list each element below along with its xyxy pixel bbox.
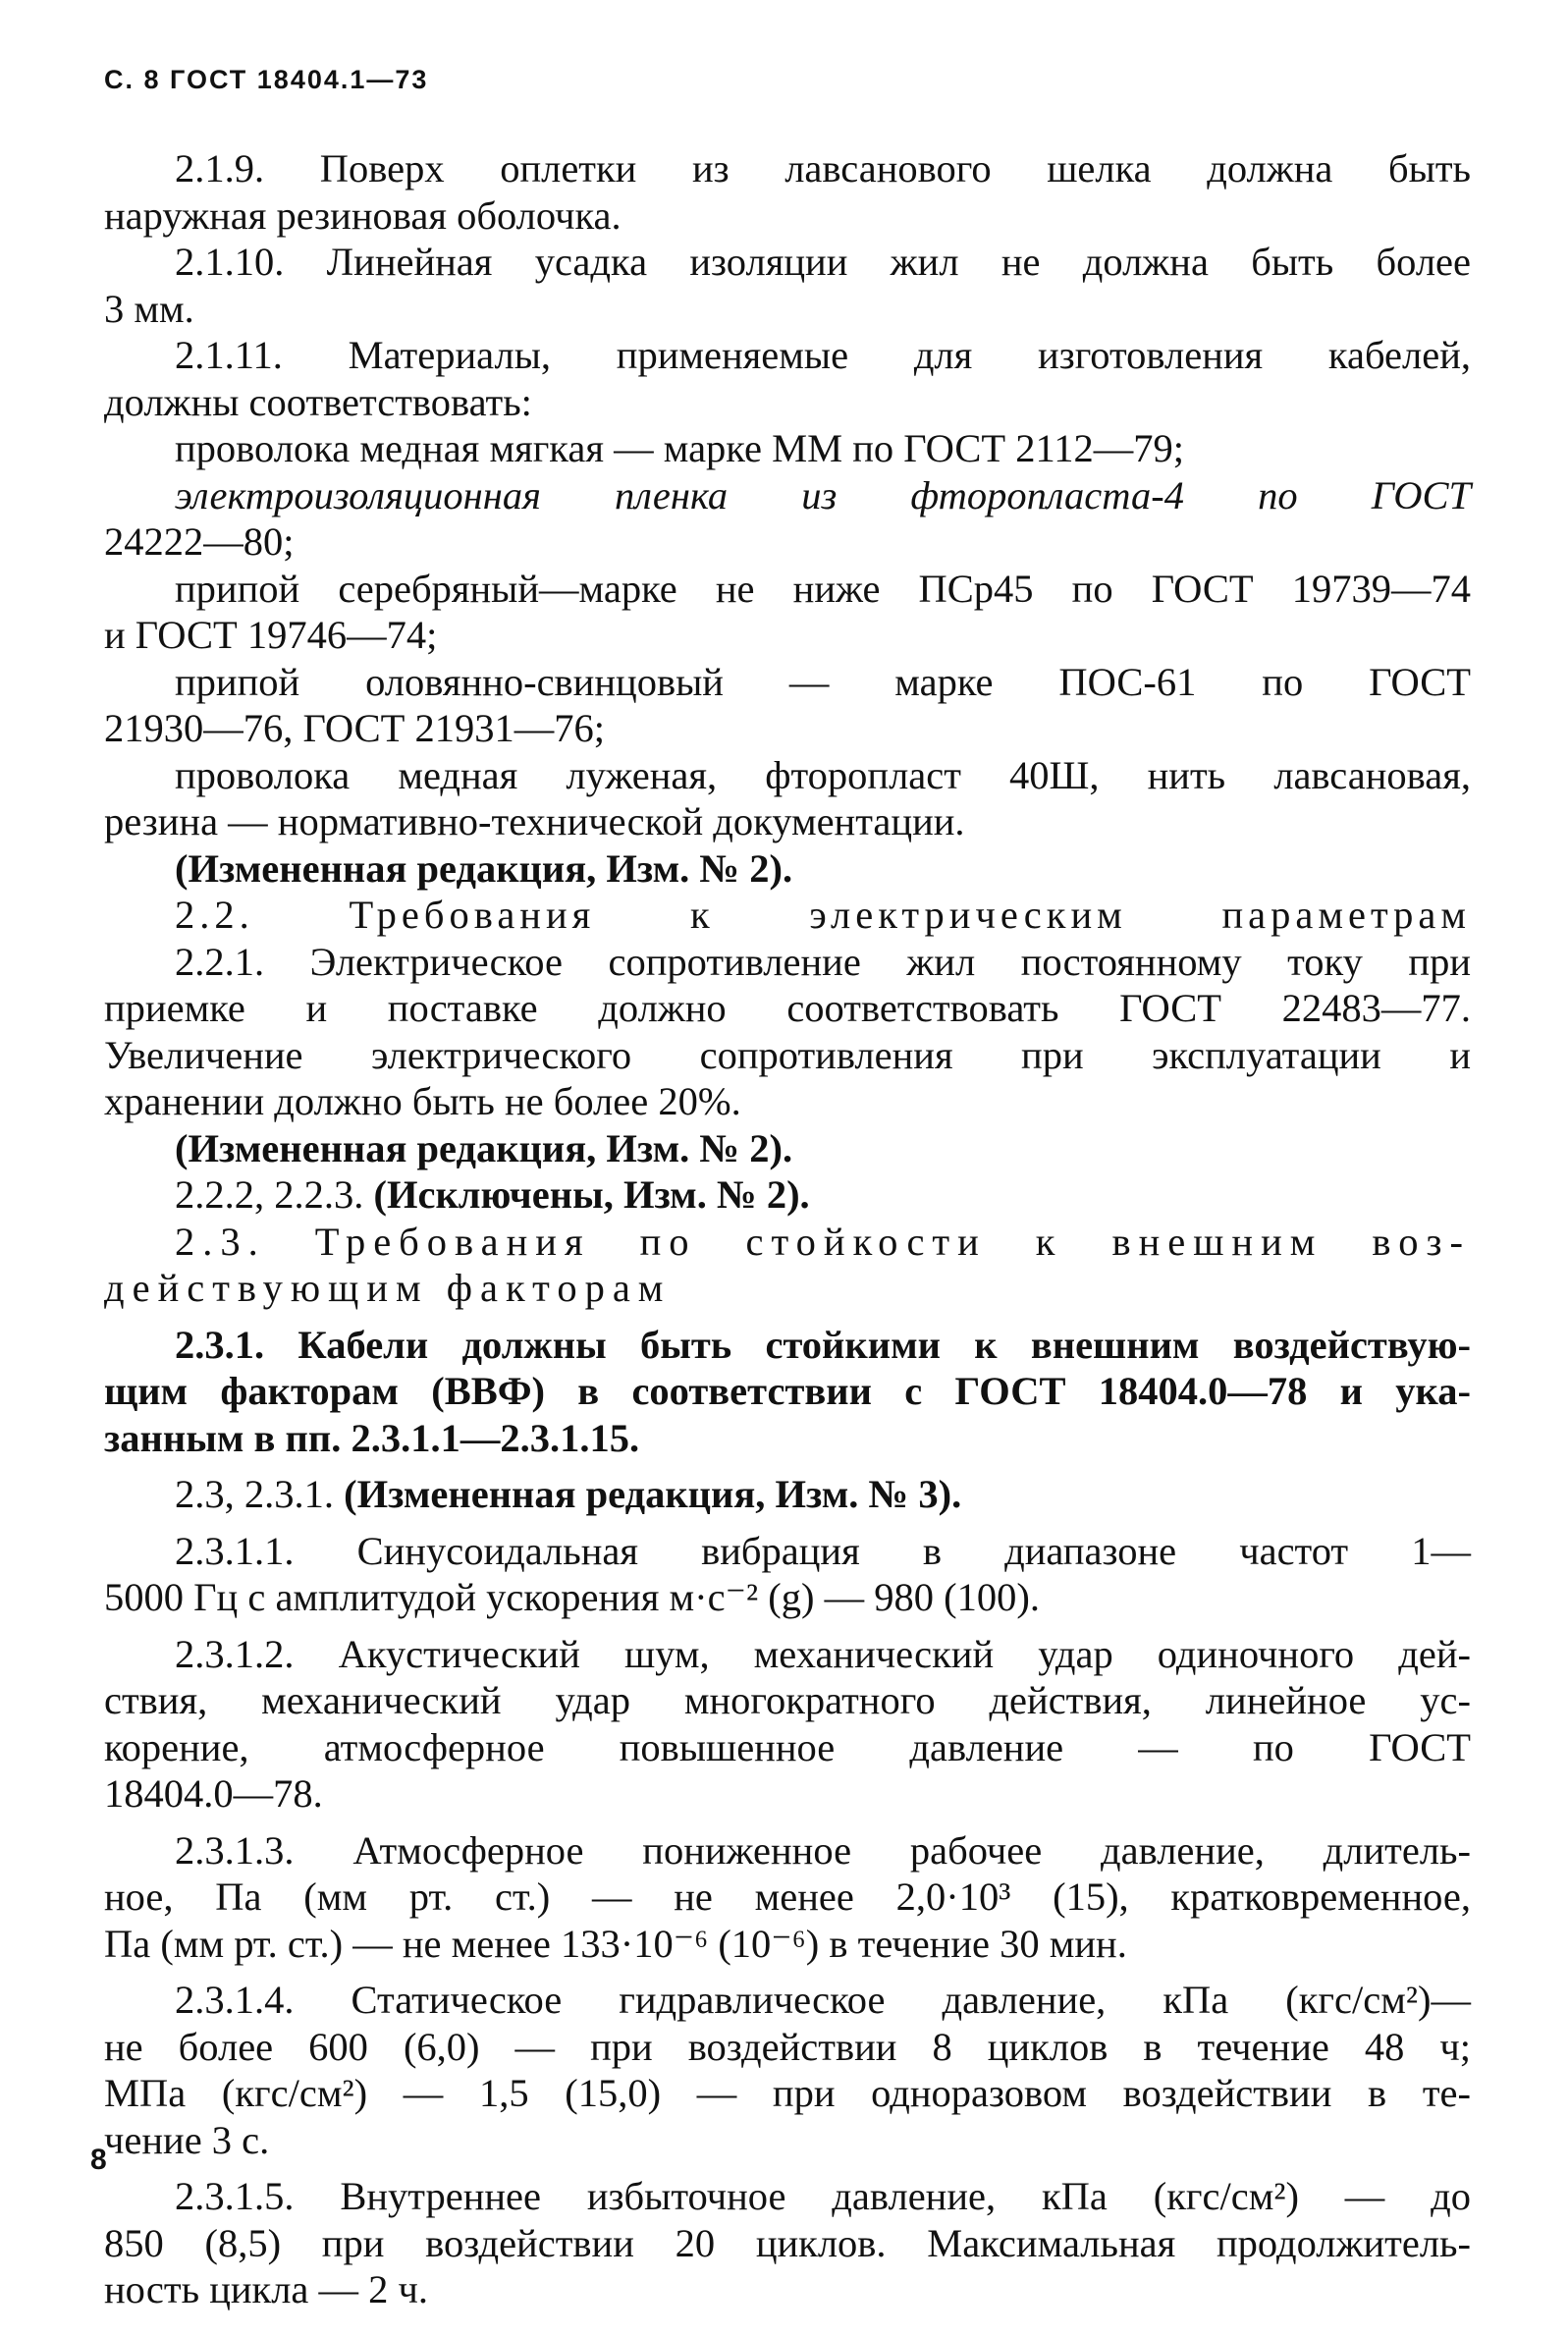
- clause-2-3-1-5-line-2: 850 (8,5) при воздействии 20 циклов. Максимальная продолжитель-: [104, 2220, 1471, 2265]
- clause-2-3-1-4-line-4: чение 3 с.: [104, 2117, 270, 2162]
- clause-2-1-10-line-2: 3 мм.: [104, 286, 194, 331]
- clause-2-2-1-line-4: хранении должно быть не более 20%.: [104, 1079, 741, 1123]
- clause-2-3-1-1-line-1: 2.3.1.1. Синусоидальная вибрация в диапазоне частот 1—: [175, 1528, 1471, 1573]
- clause-2-3-1-3-line-1: 2.3.1.3. Атмосферное пониженное рабочее давление, длитель-: [175, 1827, 1471, 1873]
- clause-2-3-1-5-line-3: ность цикла — 2 ч.: [104, 2267, 429, 2311]
- clause-2-3-1-5-line-1: 2.3.1.5. Внутреннее избыточное давление, кПа (кгс/см²) — до: [175, 2174, 1471, 2218]
- material-copper-wire: проволока медная мягкая — марке ММ по ГОСТ 2112—79;: [175, 426, 1185, 470]
- clause-2-3-1-2-line-4: 18404.0—78.: [104, 1771, 323, 1816]
- amendment-note-3: [104, 1471, 1471, 1518]
- clause-2-2-1-line-3: Увеличение электрического сопротивления при эксплуатации и: [104, 1032, 1471, 1077]
- clause-2-2-2-excluded: [104, 1171, 1471, 1219]
- clause-2-3-1-line-3: занным в пп. 2.3.1.1—2.3.1.15.: [104, 1415, 640, 1460]
- page-number: 8: [90, 2144, 107, 2176]
- clause-2-1-10-line-1: 2.1.10. Линейная усадка изоляции жил не должна быть более: [175, 240, 1471, 284]
- material-film-line-1: электроизоляционная пленка из фторопласта-4 по ГОСТ: [175, 472, 1471, 517]
- clause-2-3-1-line-1: 2.3.1. Кабели должны быть стойкими к внешним воздействую-: [175, 1322, 1471, 1367]
- clause-2-3-1-2-line-3: корение, атмосферное повышенное давление — по ГОСТ: [104, 1724, 1471, 1769]
- material-tin-solder-line-1: припой оловянно-свинцовый — марке ПОС-61 по ГОСТ: [175, 659, 1471, 704]
- amendment-note-1: (Измененная редакция, Изм. № 2).: [175, 845, 793, 891]
- document-body: [104, 145, 1471, 2313]
- clause-2-2-2-note: (Исключены, Изм. № 2).: [373, 1172, 810, 1217]
- clause-2-1-9-line-2: наружная резиновая оболочка.: [104, 192, 622, 238]
- clause-2-1-11-line-2: должны соответствовать:: [104, 379, 532, 424]
- amendment-note-2: (Измененная редакция, Изм. № 2).: [175, 1125, 793, 1170]
- amendment-note-3-number: 2.3, 2.3.1.: [175, 1472, 334, 1516]
- material-silver-solder-line-2: и ГОСТ 19746—74;: [104, 613, 438, 657]
- clause-2-3-1-2-line-2: ствия, механический удар многократного действия, линейное ус-: [104, 1678, 1471, 1722]
- clause-2-3-1-2-line-1: 2.3.1.2. Акустический шум, механический удар одиночного дей-: [175, 1631, 1471, 1676]
- clause-2-3-1-3-line-3: Па (мм рт. ст.) — не менее 133·10⁻⁶ (10⁻⁶) в течение 30 мин.: [104, 1921, 1127, 1966]
- clause-2-3-1-line-2: щим факторам (ВВФ) в соответствии с ГОСТ 18404.0—78 и ука-: [104, 1369, 1471, 1413]
- section-heading-2-3-line-2: действующим факторам: [104, 1266, 672, 1310]
- clause-2-2-1-line-2: приемке и поставке должно соответствовать ГОСТ 22483—77.: [104, 986, 1471, 1030]
- clause-2-3-1-4-line-2: не более 600 (6,0) — при воздействии 8 циклов в течение 48 ч;: [104, 2024, 1471, 2069]
- clause-2-1-9-line-1: 2.1.9. Поверх оплетки из лавсанового шелка должна быть: [175, 146, 1471, 190]
- material-silver-solder-line-1: припой серебряный—марке не ниже ПСр45 по ГОСТ 19739—74: [175, 566, 1471, 611]
- clause-2-2-2-number: 2.2.2, 2.2.3.: [175, 1172, 364, 1217]
- clause-2-3-1-1-line-2: 5000 Гц с амплитудой ускорения м·с⁻² (g) — 980 (100).: [104, 1575, 1040, 1619]
- clause-2-1-11-line-1: 2.1.11. Материалы, применяемые для изготовления кабелей,: [175, 333, 1471, 377]
- material-tinned-wire-line-2: резина — нормативно-технической документации.: [104, 799, 965, 843]
- clause-2-3-1-3-line-2: ное, Па (мм рт. ст.) — не менее 2,0·10³ (15), кратковременное,: [104, 1874, 1471, 1919]
- section-heading-2-3-line-1: 2.3. Требования по стойкости к внешним воз-: [175, 1219, 1471, 1264]
- clause-2-2-1-line-1: 2.2.1. Электрическое сопротивление жил постоянному току при: [175, 939, 1471, 984]
- material-film-line-2: 24222—80;: [104, 519, 295, 564]
- clause-2-3-1-4-line-1: 2.3.1.4. Статическое гидравлическое давление, кПа (кгс/см²)—: [175, 1978, 1471, 2022]
- amendment-note-3-text: (Измененная редакция, Изм. № 3).: [344, 1472, 962, 1516]
- clause-2-3-1-4-line-3: МПа (кгс/см²) — 1,5 (15,0) — при одноразовом воздействии в те-: [104, 2071, 1471, 2115]
- running-title: С. 8 ГОСТ 18404.1—73: [104, 65, 429, 94]
- section-heading-2-2: 2.2. Требования к электрическим параметрам: [175, 893, 1471, 937]
- material-tinned-wire-line-1: проволока медная луженая, фторопласт 40Ш, нить лавсановая,: [175, 752, 1471, 797]
- material-tin-solder-line-2: 21930—76, ГОСТ 21931—76;: [104, 706, 606, 750]
